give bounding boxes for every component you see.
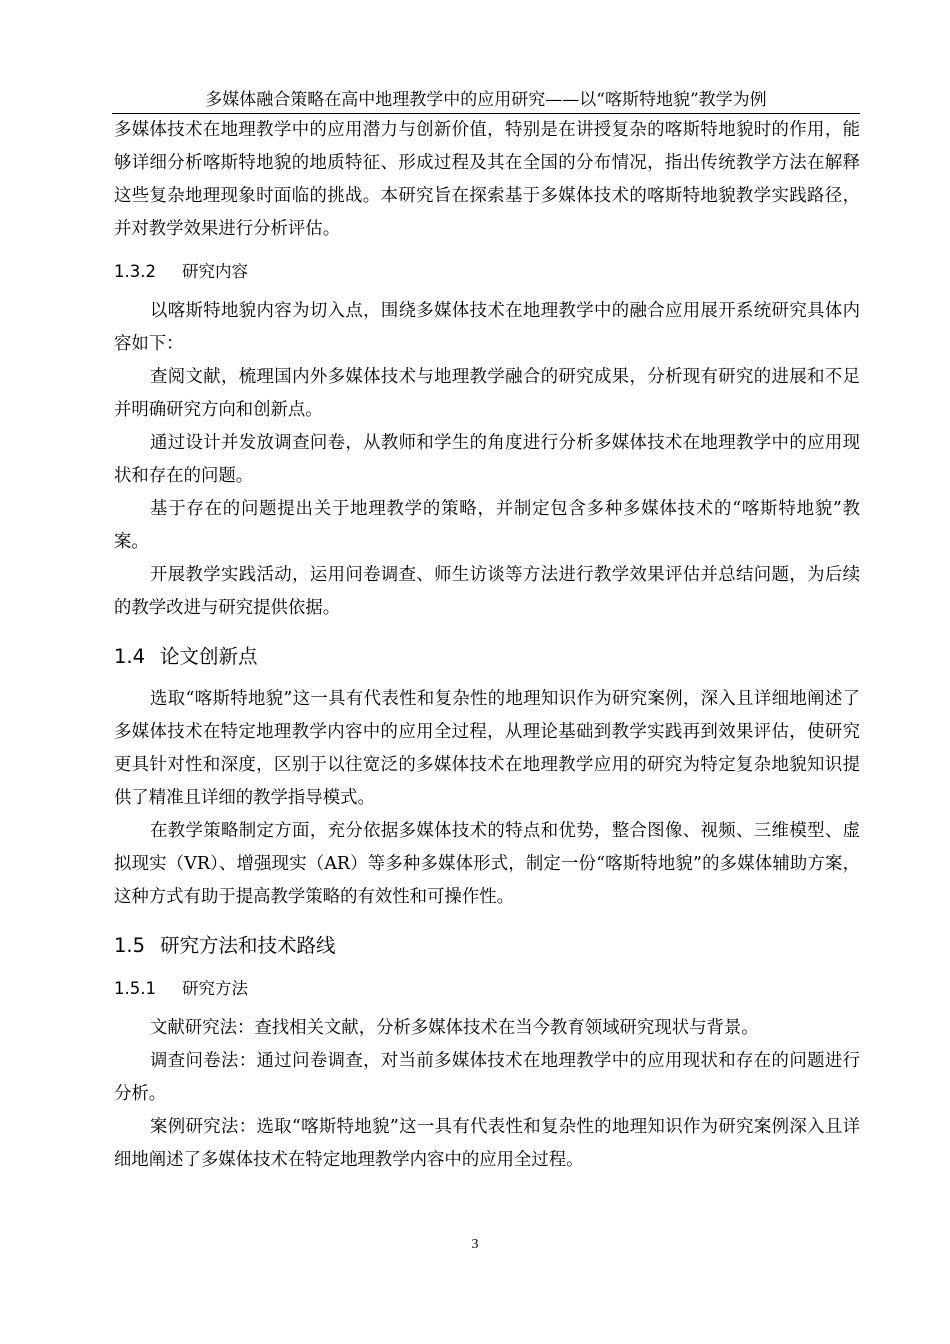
page-number: 3 [471,1237,479,1252]
section-1-4-heading [114,640,860,674]
section-1-5-heading [114,929,860,963]
section-title: 论文创新点 [160,645,258,668]
section-number: 1.5 [114,934,146,957]
section-1-3-2-heading [114,257,860,287]
running-header: 多媒体融合策略在高中地理教学中的应用研究——以“喀斯特地貌”教学为例 [205,90,767,110]
paragraph: 开展教学实践活动，运用问卷调查、师生访谈等方法进行教学效果评估并总结问题，为后续的教学改进与研究提供依据。 [114,565,860,618]
paragraph: 案例研究法：选取“喀斯特地貌”这一具有代表性和复杂性的地理知识作为研究案例深入且详细地阐述了多媒体技术在特定地理教学内容中的应用全过程。 [114,1117,860,1170]
paragraph: 在教学策略制定方面，充分依据多媒体技术的特点和优势，整合图像、视频、三维模型、虚拟现实（VR）、增强现实（AR）等多种多媒体形式，制定一份“喀斯特地貌”的多媒体辅助方案，这种方式有助于提高教学策略的有效性和可操作性。 [114,821,860,907]
section-number: 1.3.2 [114,262,156,281]
paragraph: 调查问卷法：通过问卷调查，对当前多媒体技术在地理教学中的应用现状和存在的问题进行分析。 [114,1051,860,1104]
paragraph: 以喀斯特地貌内容为切入点，围绕多媒体技术在地理教学中的融合应用展开系统研究具体内容如下： [114,301,860,354]
section-number: 1.5.1 [114,979,156,998]
paragraph: 选取“喀斯特地貌”这一具有代表性和复杂性的地理知识作为研究案例，深入且详细地阐述了多媒体技术在特定地理教学内容中的应用全过程，从理论基础到教学实践再到效果评估，使研究更具针对性和深度，区别于以往宽泛的多媒体技术在地理教学应用的研究为特定复杂地貌知识提供了精准且详细的教学指导模式。 [114,689,860,808]
section-title: 研究内容 [182,262,248,281]
paragraph: 基于存在的问题提出关于地理教学的策略，并制定包含多种多媒体技术的“喀斯特地貌”教案。 [114,499,860,552]
section-1-5-1-heading [114,974,860,1004]
paragraph: 文献研究法：查找相关文献，分析多媒体技术在当今教育领域研究现状与背景。 [150,1018,759,1038]
section-title: 研究方法和技术路线 [160,934,336,957]
paragraph: 通过设计并发放调查问卷，从教师和学生的角度进行分析多媒体技术在地理教学中的应用现状和存在的问题。 [114,433,860,486]
section-number: 1.4 [114,645,146,668]
section-title: 研究方法 [182,979,248,998]
page-body [114,114,860,1177]
intro-continuation-paragraph: 多媒体技术在地理教学中的应用潜力与创新价值，特别是在讲授复杂的喀斯特地貌时的作用，能够详细分析喀斯特地貌的地质特征、形成过程及其在全国的分布情况，指出传统教学方法在解释这些复杂地理现象时面临的挑战。本研究旨在探索基于多媒体技术的喀斯特地貌教学实践路径，并对教学效果进行分析评估。 [114,120,860,239]
paragraph: 查阅文献，梳理国内外多媒体技术与地理教学融合的研究成果，分析现有研究的进展和不足并明确研究方向和创新点。 [114,367,860,420]
